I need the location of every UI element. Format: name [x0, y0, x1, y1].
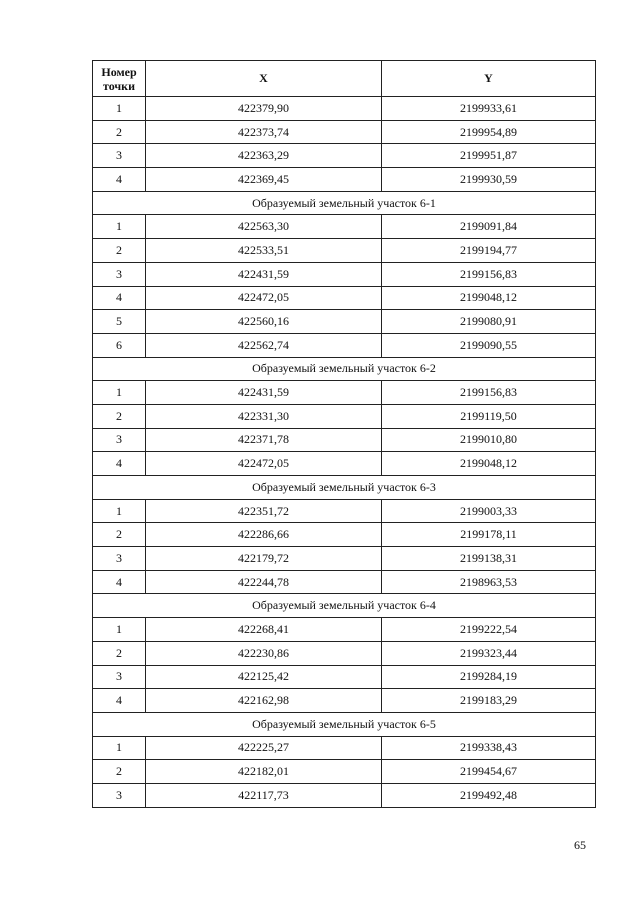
table-row: [93, 310, 596, 334]
y-cell: 2199183,29: [382, 689, 596, 713]
table-row: [93, 760, 596, 784]
x-cell: 422230,86: [146, 641, 382, 665]
y-cell: 2199492,48: [382, 783, 596, 807]
point-number-cell: 4: [93, 168, 146, 192]
point-number-cell: 2: [93, 523, 146, 547]
y-cell: 2199178,11: [382, 523, 596, 547]
table-row: [93, 689, 596, 713]
table-row: [93, 239, 596, 263]
point-number-cell: 6: [93, 333, 146, 357]
x-cell: 422363,29: [146, 144, 382, 168]
table-row: [93, 499, 596, 523]
y-cell: 2199284,19: [382, 665, 596, 689]
section-title: Образуемый земельный участок 6-1: [93, 191, 596, 215]
x-cell: 422369,45: [146, 168, 382, 192]
y-cell: 2199091,84: [382, 215, 596, 239]
table-header-row: [93, 61, 596, 97]
y-cell: 2199194,77: [382, 239, 596, 263]
table-body: [93, 97, 596, 808]
table-row: [93, 665, 596, 689]
x-cell: 422472,05: [146, 286, 382, 310]
point-number-cell: 2: [93, 760, 146, 784]
point-number-cell: 4: [93, 286, 146, 310]
point-number-cell: 4: [93, 452, 146, 476]
section-title: Образуемый земельный участок 6-4: [93, 594, 596, 618]
y-cell: 2199048,12: [382, 286, 596, 310]
y-cell: 2199138,31: [382, 547, 596, 571]
x-cell: 422533,51: [146, 239, 382, 263]
table-row: [93, 523, 596, 547]
x-cell: 422560,16: [146, 310, 382, 334]
y-cell: 2199156,83: [382, 262, 596, 286]
point-number-cell: 1: [93, 618, 146, 642]
header-x: X: [146, 61, 382, 97]
y-cell: 2198963,53: [382, 570, 596, 594]
x-cell: 422117,73: [146, 783, 382, 807]
x-cell: 422371,78: [146, 428, 382, 452]
table-row: [93, 215, 596, 239]
point-number-cell: 2: [93, 120, 146, 144]
y-cell: 2199156,83: [382, 381, 596, 405]
point-number-cell: 2: [93, 239, 146, 263]
point-number-cell: 1: [93, 499, 146, 523]
section-title: Образуемый земельный участок 6-2: [93, 357, 596, 381]
x-cell: 422244,78: [146, 570, 382, 594]
point-number-cell: 2: [93, 641, 146, 665]
x-cell: 422472,05: [146, 452, 382, 476]
point-number-cell: 3: [93, 144, 146, 168]
x-cell: 422431,59: [146, 262, 382, 286]
x-cell: 422373,74: [146, 120, 382, 144]
section-row: [93, 357, 596, 381]
y-cell: 2199010,80: [382, 428, 596, 452]
y-cell: 2199338,43: [382, 736, 596, 760]
header-point-number: Номер точки: [93, 61, 146, 97]
point-number-cell: 1: [93, 97, 146, 121]
x-cell: 422331,30: [146, 404, 382, 428]
y-cell: 2199933,61: [382, 97, 596, 121]
x-cell: 422162,98: [146, 689, 382, 713]
x-cell: 422182,01: [146, 760, 382, 784]
table-row: [93, 641, 596, 665]
table-row: [93, 144, 596, 168]
table-row: [93, 570, 596, 594]
point-number-cell: 1: [93, 381, 146, 405]
table-row: [93, 286, 596, 310]
table-row: [93, 97, 596, 121]
table-row: [93, 428, 596, 452]
y-cell: 2199222,54: [382, 618, 596, 642]
y-cell: 2199323,44: [382, 641, 596, 665]
point-number-cell: 1: [93, 736, 146, 760]
section-row: [93, 476, 596, 500]
x-cell: 422563,30: [146, 215, 382, 239]
x-cell: 422268,41: [146, 618, 382, 642]
x-cell: 422225,27: [146, 736, 382, 760]
y-cell: 2199951,87: [382, 144, 596, 168]
table-row: [93, 333, 596, 357]
section-row: [93, 594, 596, 618]
y-cell: 2199080,91: [382, 310, 596, 334]
table-row: [93, 547, 596, 571]
table-row: [93, 452, 596, 476]
y-cell: 2199454,67: [382, 760, 596, 784]
table-row: [93, 262, 596, 286]
header-y: Y: [382, 61, 596, 97]
coordinates-table: [92, 60, 596, 808]
section-row: [93, 712, 596, 736]
x-cell: 422562,74: [146, 333, 382, 357]
table-row: [93, 783, 596, 807]
x-cell: 422351,72: [146, 499, 382, 523]
x-cell: 422125,42: [146, 665, 382, 689]
table-row: [93, 736, 596, 760]
x-cell: 422286,66: [146, 523, 382, 547]
y-cell: 2199954,89: [382, 120, 596, 144]
page-number: 65: [574, 838, 586, 852]
table-row: [93, 168, 596, 192]
point-number-cell: 3: [93, 783, 146, 807]
point-number-cell: 4: [93, 570, 146, 594]
point-number-cell: 2: [93, 404, 146, 428]
x-cell: 422431,59: [146, 381, 382, 405]
table-row: [93, 381, 596, 405]
point-number-cell: 1: [93, 215, 146, 239]
x-cell: 422179,72: [146, 547, 382, 571]
table-row: [93, 618, 596, 642]
point-number-cell: 3: [93, 428, 146, 452]
point-number-cell: 5: [93, 310, 146, 334]
y-cell: 2199930,59: [382, 168, 596, 192]
point-number-cell: 3: [93, 547, 146, 571]
point-number-cell: 4: [93, 689, 146, 713]
point-number-cell: 3: [93, 262, 146, 286]
section-title: Образуемый земельный участок 6-5: [93, 712, 596, 736]
section-title: Образуемый земельный участок 6-3: [93, 476, 596, 500]
x-cell: 422379,90: [146, 97, 382, 121]
y-cell: 2199090,55: [382, 333, 596, 357]
y-cell: 2199003,33: [382, 499, 596, 523]
table-row: [93, 120, 596, 144]
section-row: [93, 191, 596, 215]
table-row: [93, 404, 596, 428]
point-number-cell: 3: [93, 665, 146, 689]
y-cell: 2199048,12: [382, 452, 596, 476]
y-cell: 2199119,50: [382, 404, 596, 428]
